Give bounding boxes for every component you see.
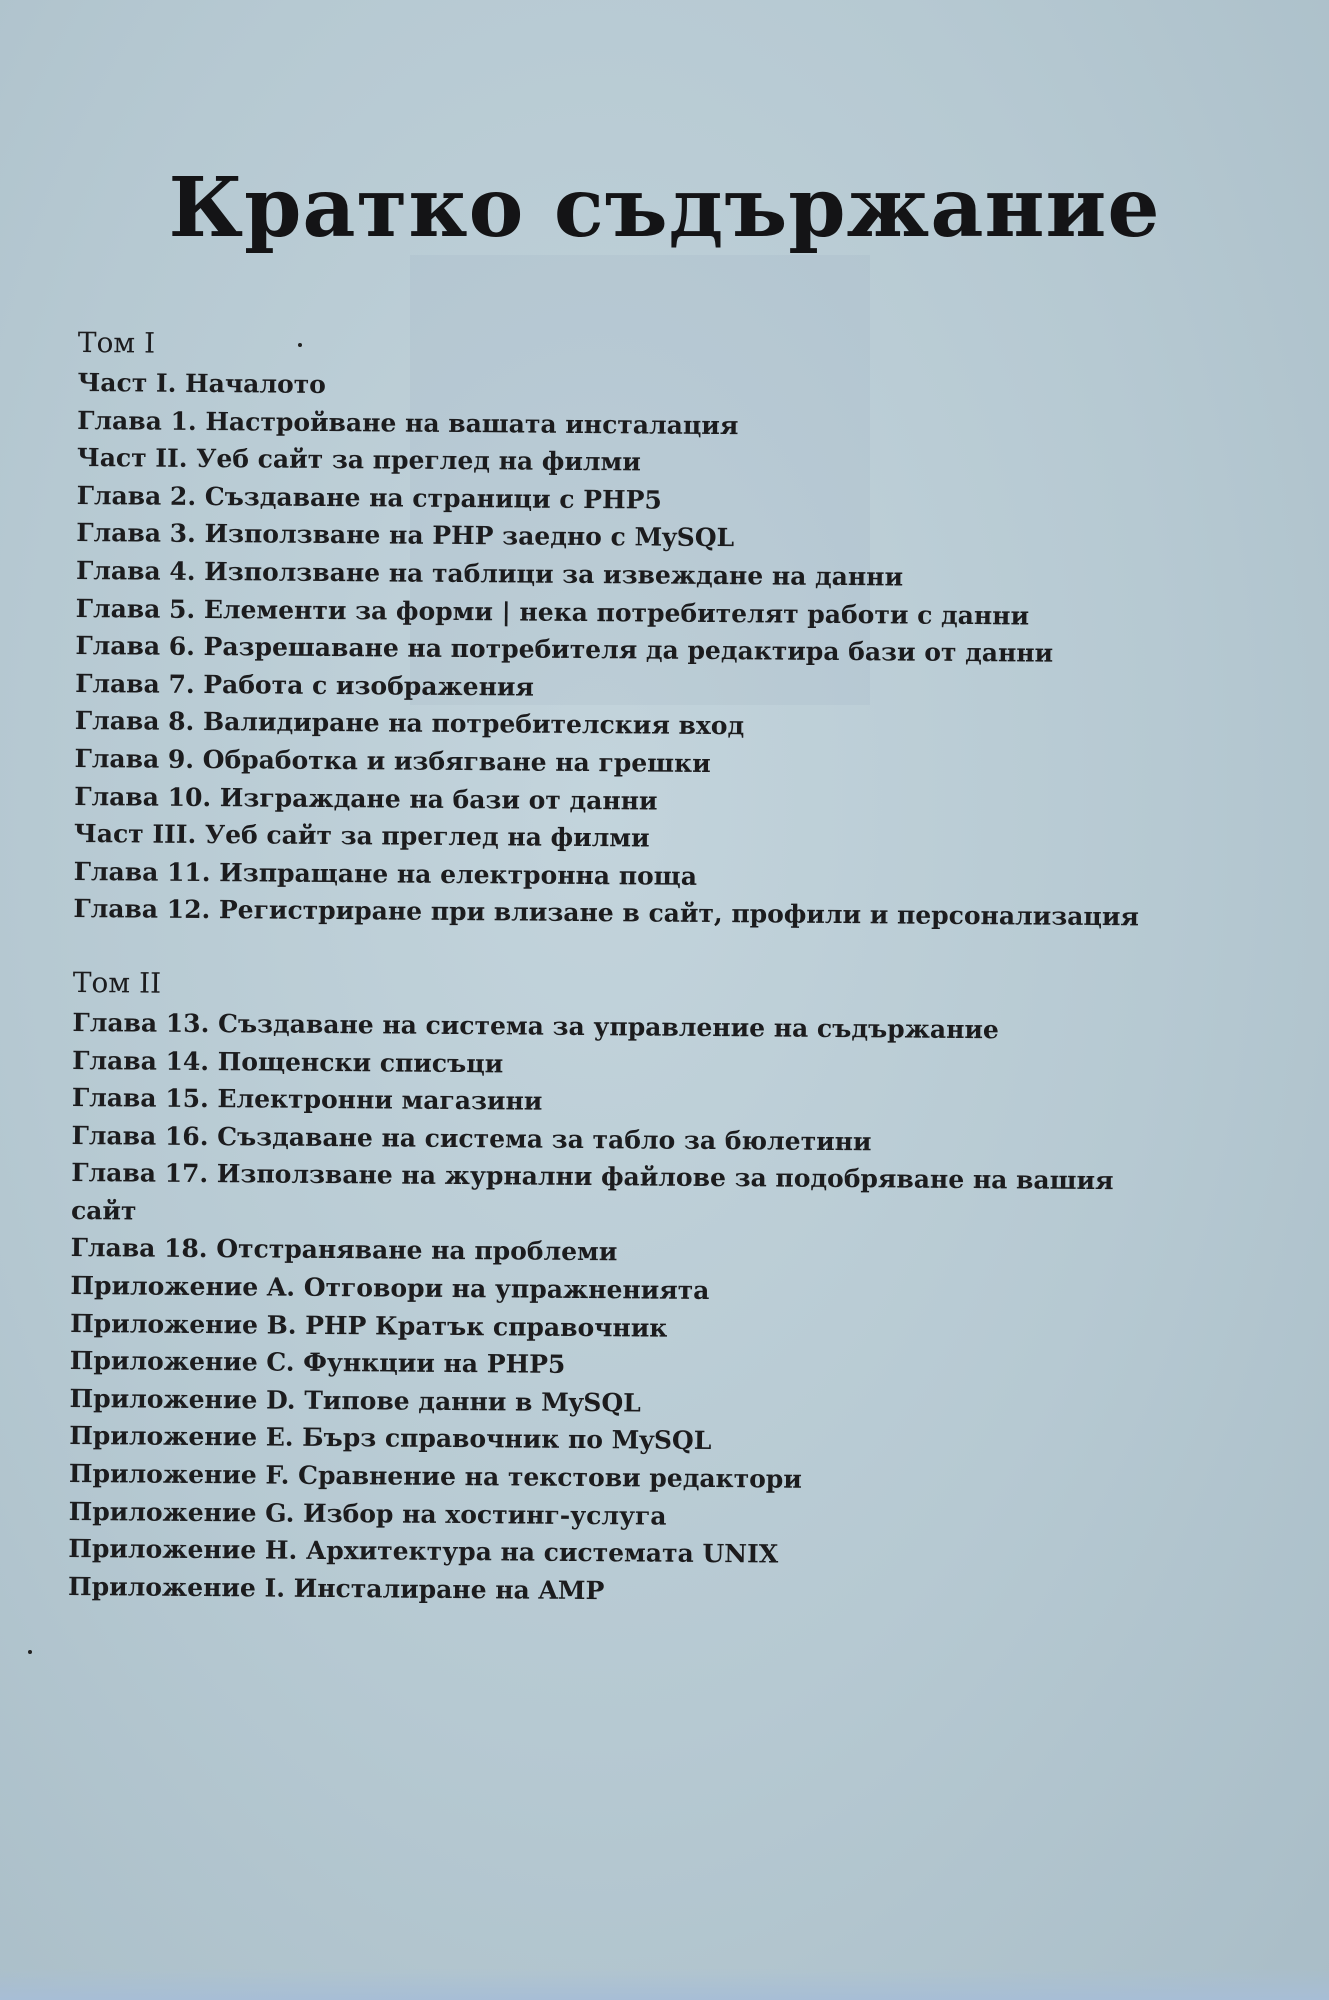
volume-2 — [68, 962, 1263, 1615]
toc-entry: Глава 17. Използване на журнални файлове за подобряване на вашия сайт — [70, 1158, 1114, 1226]
toc-entry: Приложение H. Архитектура на системата UNIX — [68, 1534, 779, 1569]
toc-entry: Приложение G. Избор на хостинг-услуга — [68, 1496, 667, 1531]
toc-entry: Глава 13. Създаване на система за управление на съдържание — [72, 1007, 1000, 1045]
toc-entry: Част III. Уеб сайт за преглед на филми — [73, 819, 650, 853]
ink-speck — [28, 1650, 32, 1654]
toc-entry: Приложение D. Типове данни в MySQL — [69, 1383, 641, 1418]
toc-entry: Приложение F. Сравнение на текстови редактори — [68, 1458, 802, 1494]
toc-entry: Глава 16. Създаване на система за табло за бюлетини — [71, 1120, 872, 1156]
toc-entry: Глава 2. Създаване на страници с PHP5 — [76, 480, 662, 515]
toc-entry: Приложение I. Инсталиране на AMP — [67, 1571, 605, 1605]
toc-entry: Глава 6. Разрешаване на потребителя да редактира бази от данни — [75, 631, 1054, 668]
toc-entry: Глава 7. Работа с изображения — [75, 668, 535, 702]
toc-entry: Глава 18. Отстраняване на проблеми — [70, 1233, 618, 1267]
toc-entry: Глава 3. Използване на PHP заедно с MySQL — [76, 518, 735, 553]
toc-entry: Глава 8. Валидиране на потребителския вход — [74, 706, 745, 741]
toc-entry: Глава 15. Електронни магазини — [71, 1083, 543, 1116]
toc-entry: Глава 5. Елементи за форми | нека потребителят работи с данни — [75, 593, 1030, 631]
volume-heading: Том II — [72, 965, 162, 1000]
toc-entry: Приложение B. PHP Кратък справочник — [70, 1308, 668, 1343]
toc-entry: Глава 14. Пощенски списъци — [72, 1045, 504, 1078]
toc-entry: Глава 1. Настройване на вашата инсталация — [77, 405, 739, 440]
toc-entry: Част II. Уеб сайт за преглед на филми — [76, 443, 641, 477]
volume-heading: Том I — [77, 325, 156, 360]
toc-entry: Глава 4. Използване на таблици за извеждане на данни — [75, 555, 904, 592]
volume-1 — [73, 322, 1268, 937]
toc-entry: Част I. Началото — [77, 367, 326, 399]
volume-1-entries — [73, 364, 1267, 937]
toc-entry: Глава 9. Обработка и избягване на грешки — [74, 743, 711, 778]
toc-entry: Приложение C. Функции на PHP5 — [69, 1346, 566, 1380]
table-of-contents — [68, 322, 1268, 1615]
toc-entry: Глава 12. Регистриране при влизане в сайт, профили и персонализация — [73, 894, 1140, 932]
volume-2-entries — [68, 1004, 1263, 1615]
toc-entry: Приложение A. Отговори на упражненията — [70, 1271, 710, 1306]
page-title: Кратко съдържание — [168, 160, 1161, 256]
toc-entry: Приложение E. Бърз справочник по MySQL — [69, 1421, 712, 1456]
page-bottom-edge — [0, 1968, 1329, 2000]
toc-entry: Глава 11. Изпращане на електронна поща — [73, 856, 698, 891]
toc-entry: Глава 10. Изграждане на бази от данни — [74, 781, 658, 816]
